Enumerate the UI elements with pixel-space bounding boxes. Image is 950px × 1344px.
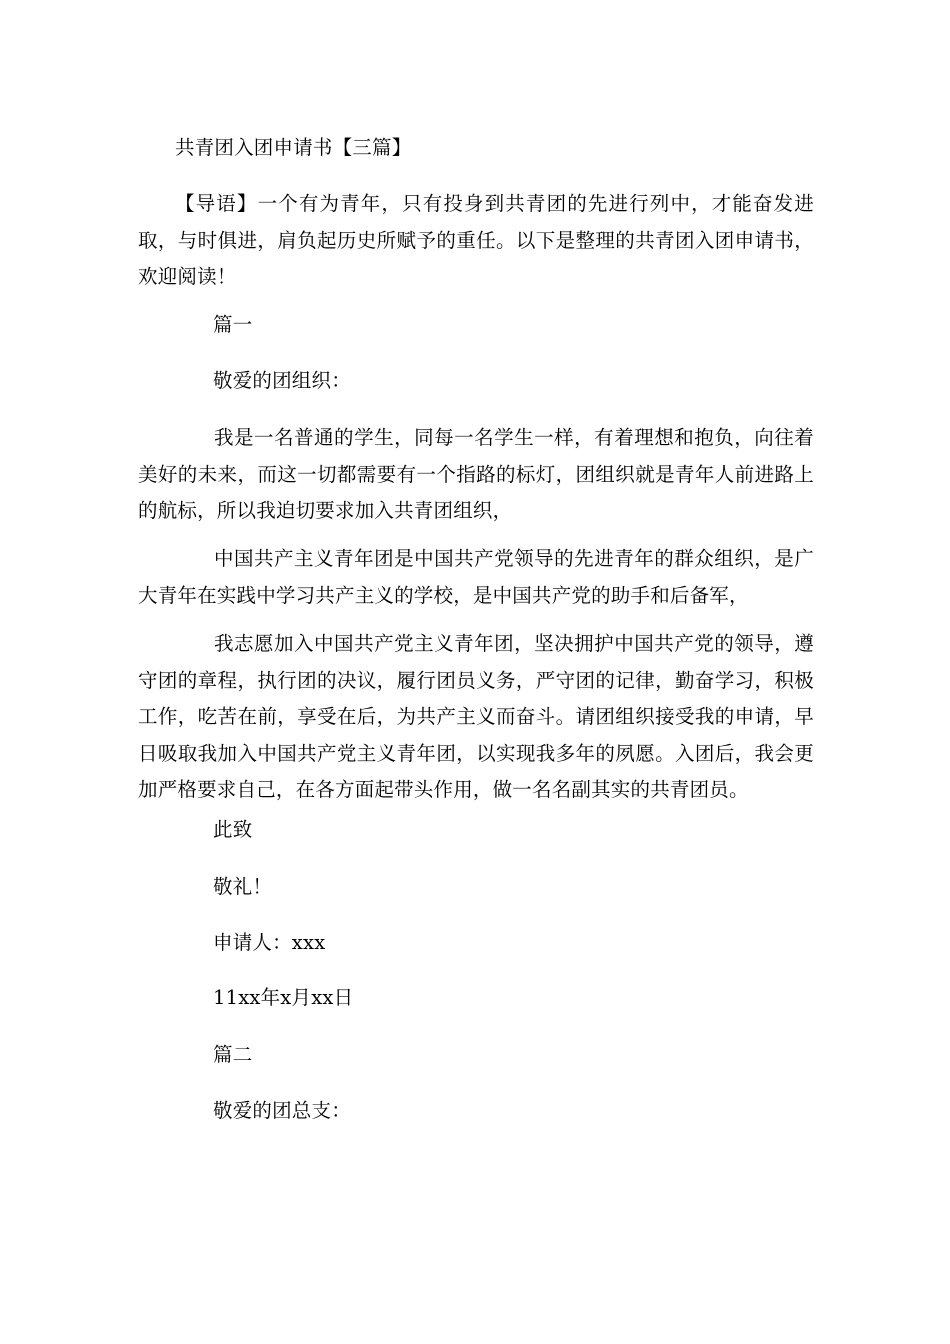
closing-line-2: 敬礼！	[213, 875, 273, 898]
intro-paragraph: 【导语】一个有为青年，只有投身到共青团的先进行列中，才能奋发进取，与时俱进，肩负起历史所赋予的重任。以下是整理的共青团入团申请书，欢迎阅读！	[138, 192, 814, 288]
section-1-salutation: 敬爱的团组织：	[213, 369, 351, 392]
section-1-paragraph-3: 我志愿加入中国共产党主义青年团，坚决拥护中国共产党的领导，遵守团的章程，执行团的决议，履行团员义务，严守团的记律，勤奋学习，积极工作，吃苦在前，享受在后，为共产主义而奋斗。请团组织接受我的申请，早日吸取我加入中国共产党主义青年团，以实现我多年的夙愿。入团后，我会更加严格要求自己，在各方面起带头作用，做一名名副其实的共青团员。	[138, 632, 814, 801]
applicant-line: 申请人：xxx	[213, 931, 326, 954]
section-2-heading: 篇二	[213, 1043, 253, 1066]
section-1-paragraph-1: 我是一名普通的学生，同每一名学生一样，有着理想和抱负，向往着美好的未来，而这一切都需要有一个指路的标灯，团组织就是青年人前进路上的航标，所以我迫切要求加入共青团组织，	[138, 426, 814, 522]
section-1-heading: 篇一	[213, 313, 253, 336]
section-2-salutation: 敬爱的团总支：	[213, 1099, 351, 1122]
date-line: 11xx年x月xx日	[213, 986, 354, 1009]
document-title: 共青团入团申请书【三篇】	[175, 136, 412, 159]
closing-line-1: 此致	[213, 818, 253, 841]
section-1-paragraph-2: 中国共产主义青年团是中国共产党领导的先进青年的群众组织，是广大青年在实践中学习共产主义的学校，是中国共产党的助手和后备军，	[138, 547, 814, 607]
